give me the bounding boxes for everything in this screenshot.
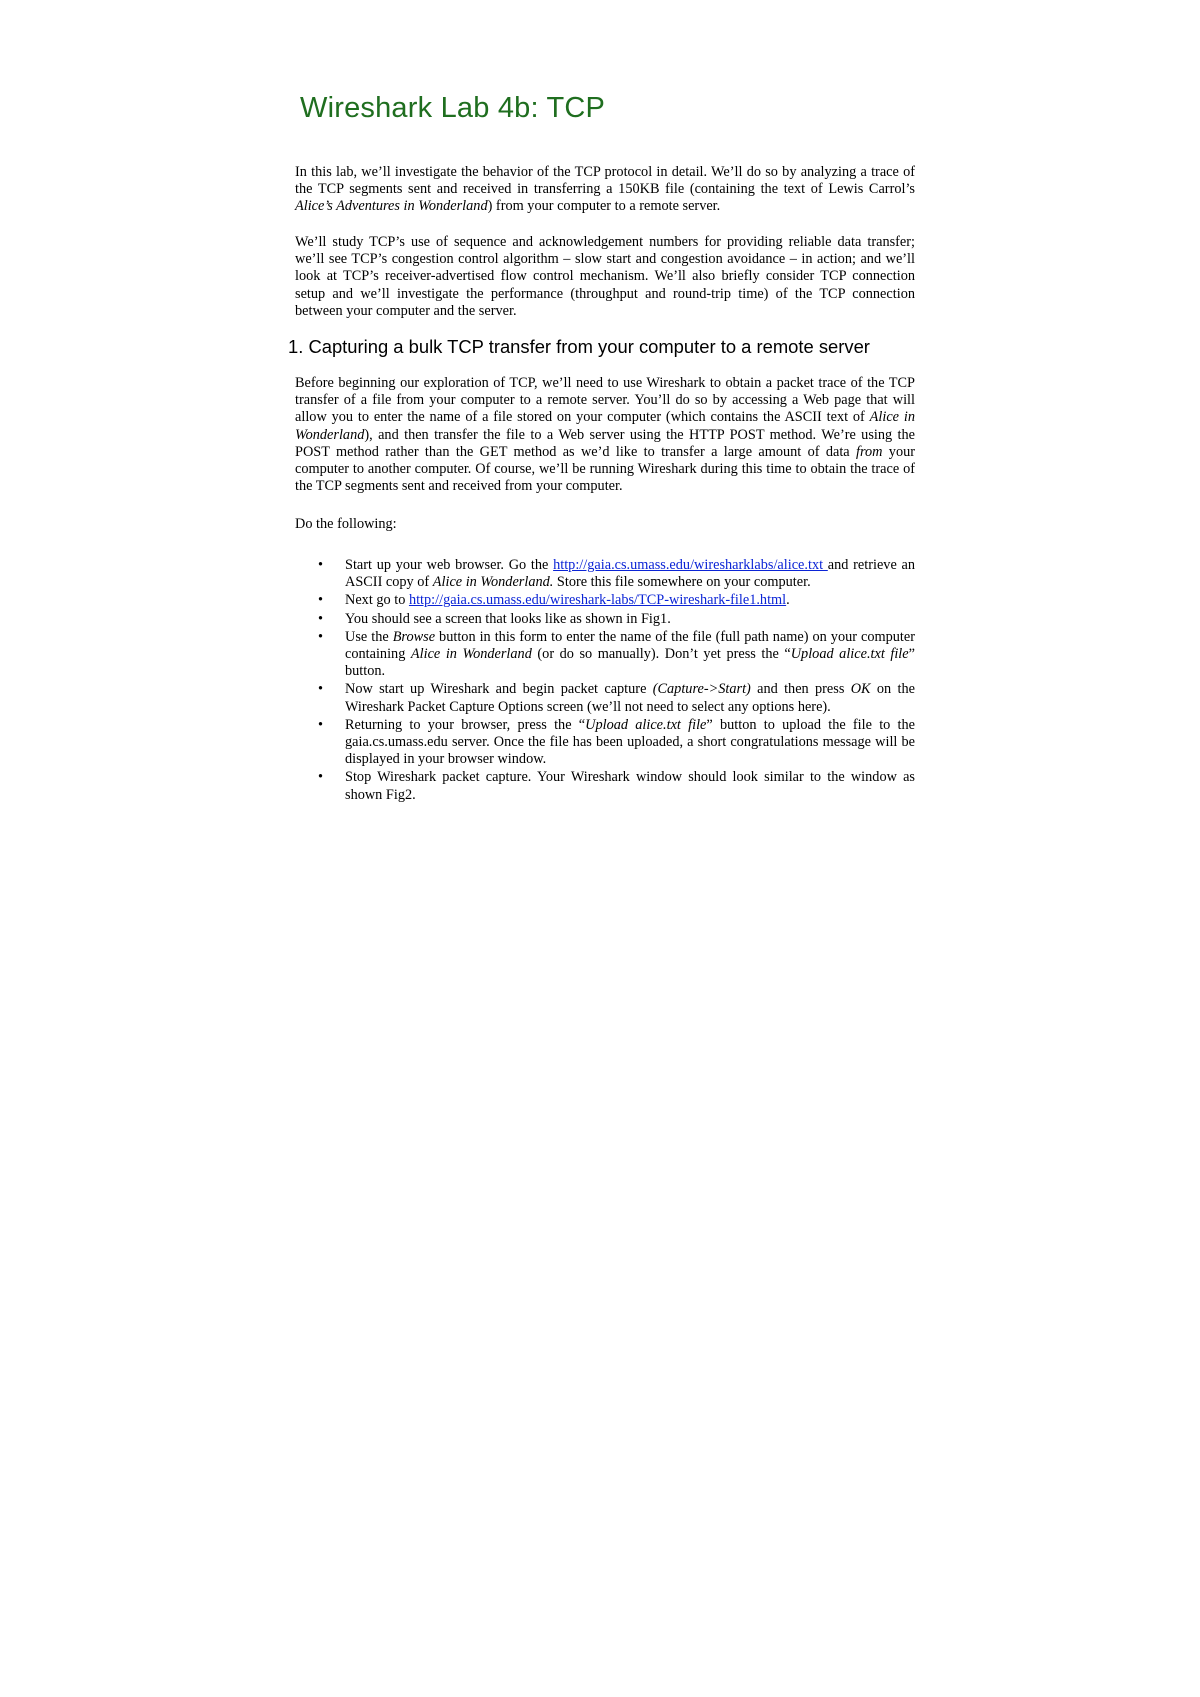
bullet-icon: • xyxy=(318,716,324,733)
text-run: . xyxy=(786,592,790,609)
list-item xyxy=(318,610,915,628)
text-run: ” button to upload the file to the gaia.cs.umass.edu server. Once the file has been uploaded, a short congratulations message will be displayed in your browser window. xyxy=(345,716,916,768)
text-run: Store this file somewhere on your computer. xyxy=(553,574,811,591)
section-paragraph-1 xyxy=(295,375,915,495)
list-item xyxy=(318,769,915,803)
list-item xyxy=(318,557,916,591)
italic-text: Alice’s Adventures in Wonderland xyxy=(295,198,488,215)
italic-text: OK xyxy=(850,681,871,698)
bullet-icon: • xyxy=(318,681,324,698)
text-run: (or do so manually). Don’t yet press the “ xyxy=(531,646,791,663)
list-item xyxy=(318,681,915,715)
bullet-icon: • xyxy=(318,557,324,573)
list-item xyxy=(318,716,916,769)
text-run: and retrieve an ASCII copy of xyxy=(345,557,916,591)
instructions-list xyxy=(318,557,916,805)
section-heading: 1. Capturing a bulk TCP transfer from your computer to a remote server xyxy=(288,336,870,357)
text-run: You should see a screen that looks like as shown in Fig1. xyxy=(345,610,671,627)
text-run: button in this form to enter the name of the file (full path name) on your computer containing xyxy=(345,628,915,663)
text-run: ” button. xyxy=(345,646,915,680)
italic-text: Upload alice.txt file xyxy=(585,716,707,733)
text-run: ) from your computer to a remote server. xyxy=(487,198,721,215)
italic-text: Alice in Wonderland xyxy=(410,646,532,663)
text-run: In this lab, we’ll investigate the behavior of the TCP protocol in detail. We’ll do so by analyzing a trace of the TCP segments sent and received in transferring a 150KB file (containing the text of Lewis Carrol’s xyxy=(295,164,915,198)
italic-text: (Capture->Start) xyxy=(652,681,751,698)
text-run: ), and then transfer the file to a Web server using the HTTP POST method. We’re using the POST method rather than the GET method as we’d like to transfer a large amount of data xyxy=(295,426,915,460)
intro-paragraph-2: We’ll study TCP’s use of sequence and acknowledgement numbers for providing reliable data transfer; we’ll see TCP’s congestion control algorithm – slow start and congestion avoidance – in action; and we’ll look at TCP’s receiver-advertised flow control mechanism. We’ll also briefly consider TCP connection setup and we’ll investigate the performance (throughput and round-trip time) of the TCP connection between your computer and the server. xyxy=(295,234,915,319)
text-run: Stop Wireshark packet capture. Your Wireshark window should look similar to the window as shown Fig2. xyxy=(345,769,915,803)
page-title: Wireshark Lab 4b: TCP xyxy=(300,92,606,124)
bullet-icon: • xyxy=(318,610,324,627)
text-run: and then press xyxy=(750,681,851,698)
section-paragraph-2: Do the following: xyxy=(295,516,397,532)
text-run: Returning to your browser, press the “ xyxy=(345,716,586,733)
italic-text: Alice in Wonderland xyxy=(295,409,915,443)
list-item xyxy=(318,628,915,681)
bullet-icon: • xyxy=(318,769,324,786)
text-run: Start up your web browser. Go the xyxy=(345,557,554,573)
text-run: your computer to another computer. Of course, we’ll be running Wireshark during this time to obtain the trace of the TCP segments sent and received from your computer. xyxy=(295,443,916,495)
bullet-icon: • xyxy=(318,592,324,609)
text-run: on the Wireshark Packet Capture Options screen (we’ll not need to select any options here). xyxy=(345,681,915,715)
intro-paragraph-1 xyxy=(295,164,915,216)
italic-text: Browse xyxy=(392,628,436,645)
bullet-icon: • xyxy=(318,628,324,645)
italic-text: Upload alice.txt file xyxy=(790,646,909,663)
italic-text: from xyxy=(855,443,883,460)
text-run: Use the xyxy=(345,628,393,645)
alice-txt-link[interactable]: http://gaia.cs.umass.edu/wiresharklabs/alice.txt xyxy=(553,557,828,573)
italic-text: Alice in Wonderland. xyxy=(432,574,554,591)
text-run: Now start up Wireshark and begin packet capture xyxy=(345,681,653,698)
list-item xyxy=(318,592,915,609)
tcp-wireshark-file1-link[interactable]: http://gaia.cs.umass.edu/wireshark-labs/TCP-wireshark-file1.html xyxy=(408,592,787,609)
text-run: Before beginning our exploration of TCP, we’ll need to use Wireshark to obtain a packet trace of the TCP transfer of a file from your computer to a remote server. You’ll do so by accessing a Web page that will allow you to enter the name of a file stored on your computer (which contains the ASCII text of xyxy=(295,375,915,426)
text-run: Next go to xyxy=(345,592,409,609)
